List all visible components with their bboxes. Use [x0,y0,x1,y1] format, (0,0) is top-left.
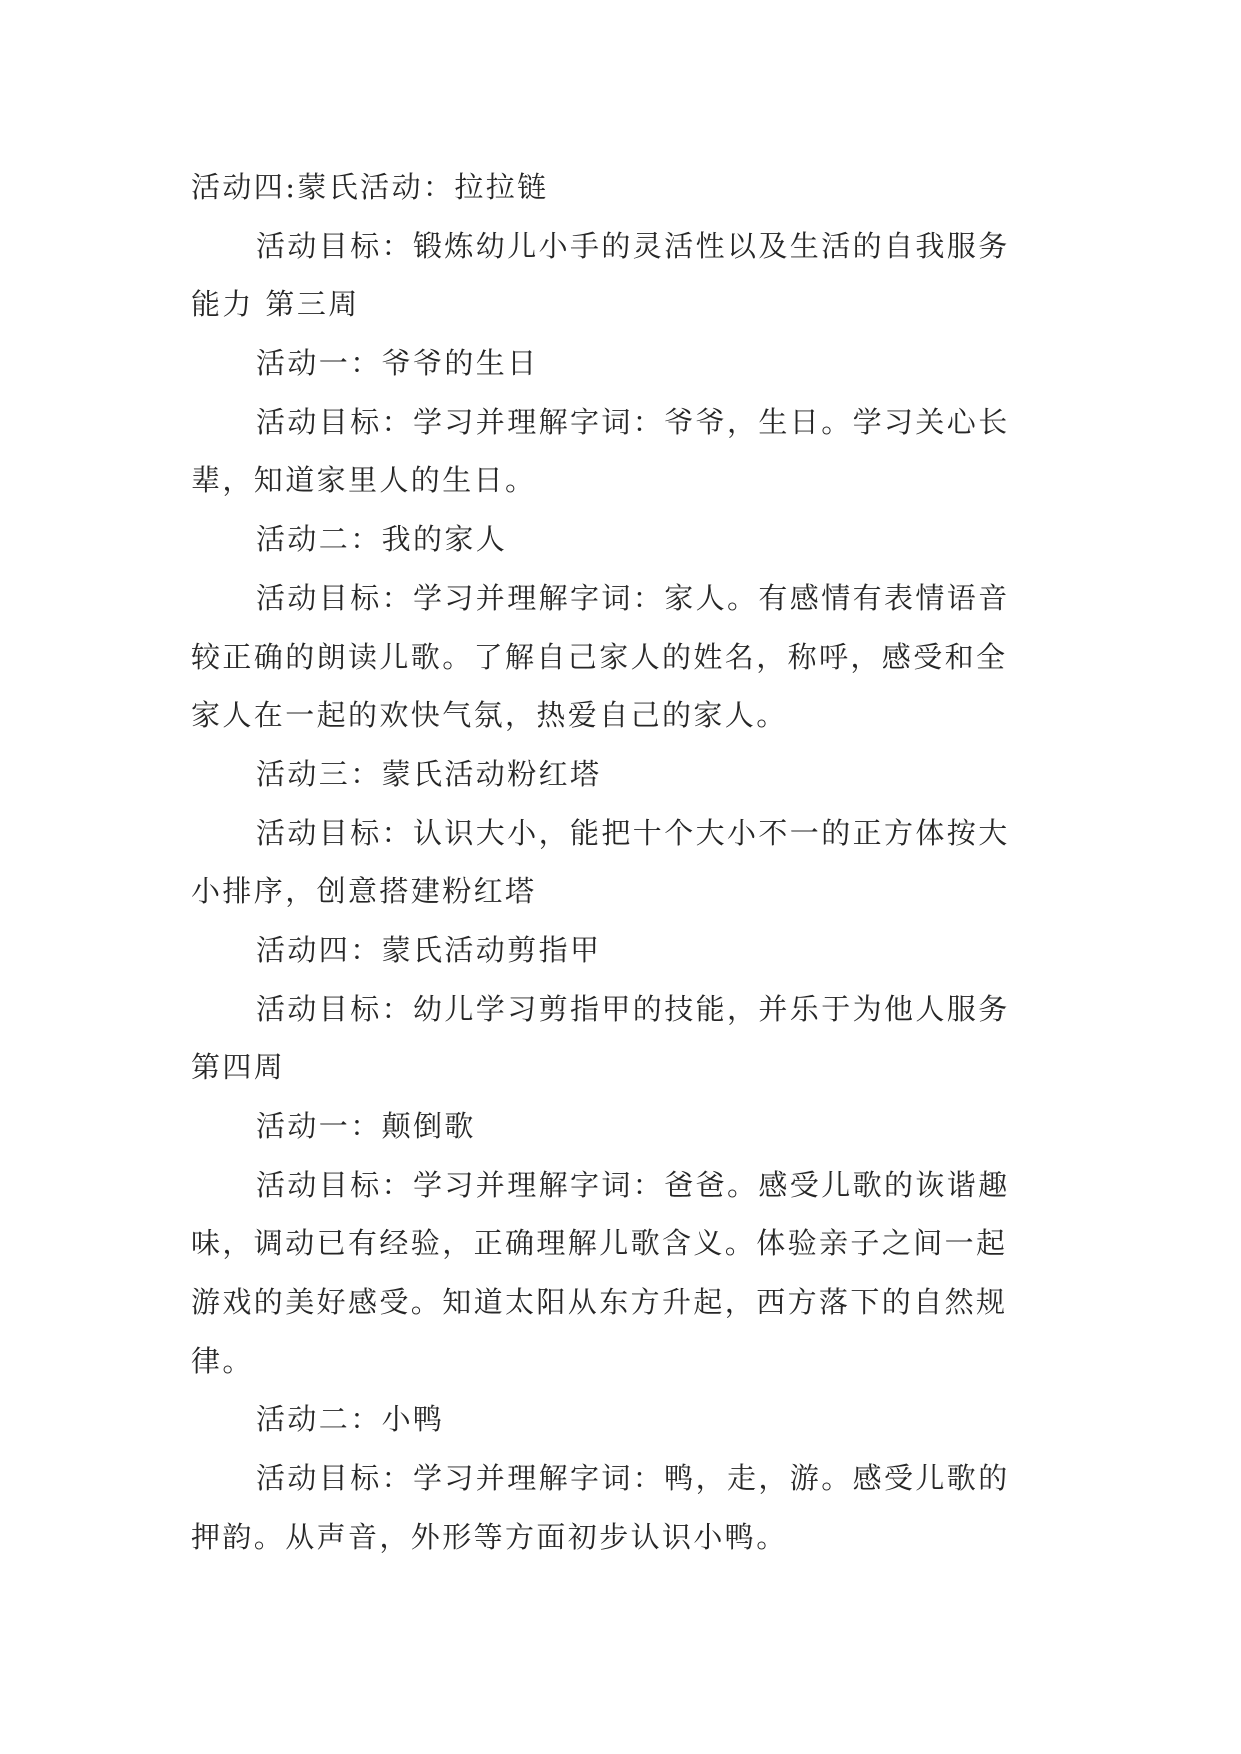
text-line-activity2-goal-cont1: 较正确的朗读儿歌。了解自己家人的姓名，称呼，感受和全 [191,639,1008,674]
text-line-activity1-song-goal-cont3: 律。 [191,1343,254,1378]
text-line-activity3-pink-tower: 活动三：蒙氏活动粉红塔 [256,756,602,791]
text-line-activity1-birthday: 活动一：爷爷的生日 [256,346,539,381]
text-line-activity1-song: 活动一：颠倒歌 [256,1109,476,1143]
text-line-activity4-nails: 活动四：蒙氏活动剪指甲 [256,932,602,967]
text-line-activity1-goal-cont: 辈，知道家里人的生日。 [191,463,537,498]
document-page [191,158,1051,1567]
text-line-activity4-zipper: 活动四:蒙氏活动：拉拉链 [191,170,549,204]
text-line-activity2-goal: 活动目标：学习并理解字词：家人。有感情有表情语音 [256,580,1010,615]
text-line-week4: 第四周 [191,1050,286,1085]
text-line-activity1-song-goal-cont1: 味，调动已有经验，正确理解儿歌含义。体验亲子之间一起 [191,1226,1008,1261]
text-line-activity2-duck: 活动二：小鸭 [256,1402,445,1437]
text-line-activity1-song-goal-cont2: 游戏的美好感受。知道太阳从东方升起，西方落下的自然规 [191,1285,1008,1320]
text-line-activity2-duck-goal: 活动目标：学习并理解字词：鸭，走，游。感受儿歌的 [256,1461,1010,1496]
text-line-activity1-goal: 活动目标：学习并理解字词：爷爷，生日。学习关心长 [256,404,1010,439]
text-line-week3: 能力 第三周 [191,287,360,322]
text-line-activity4-nails-goal: 活动目标：幼儿学习剪指甲的技能，并乐于为他人服务 [256,991,1010,1026]
text-line-activity1-song-goal: 活动目标：学习并理解字词：爸爸。感受儿歌的诙谐趣 [256,1167,1010,1202]
text-line-activity3-goal: 活动目标：认识大小，能把十个大小不一的正方体按大 [256,815,1010,850]
text-line-activity4-goal: 活动目标：锻炼幼儿小手的灵活性以及生活的自我服务 [256,228,1010,263]
text-line-activity3-goal-cont: 小排序，创意搭建粉红塔 [191,874,537,909]
text-line-activity2-family: 活动二：我的家人 [256,522,508,557]
text-line-activity2-goal-cont2: 家人在一起的欢快气氛，热爱自己的家人。 [191,698,788,733]
text-line-activity2-duck-goal-cont: 押韵。从声音，外形等方面初步认识小鸭。 [191,1519,788,1554]
